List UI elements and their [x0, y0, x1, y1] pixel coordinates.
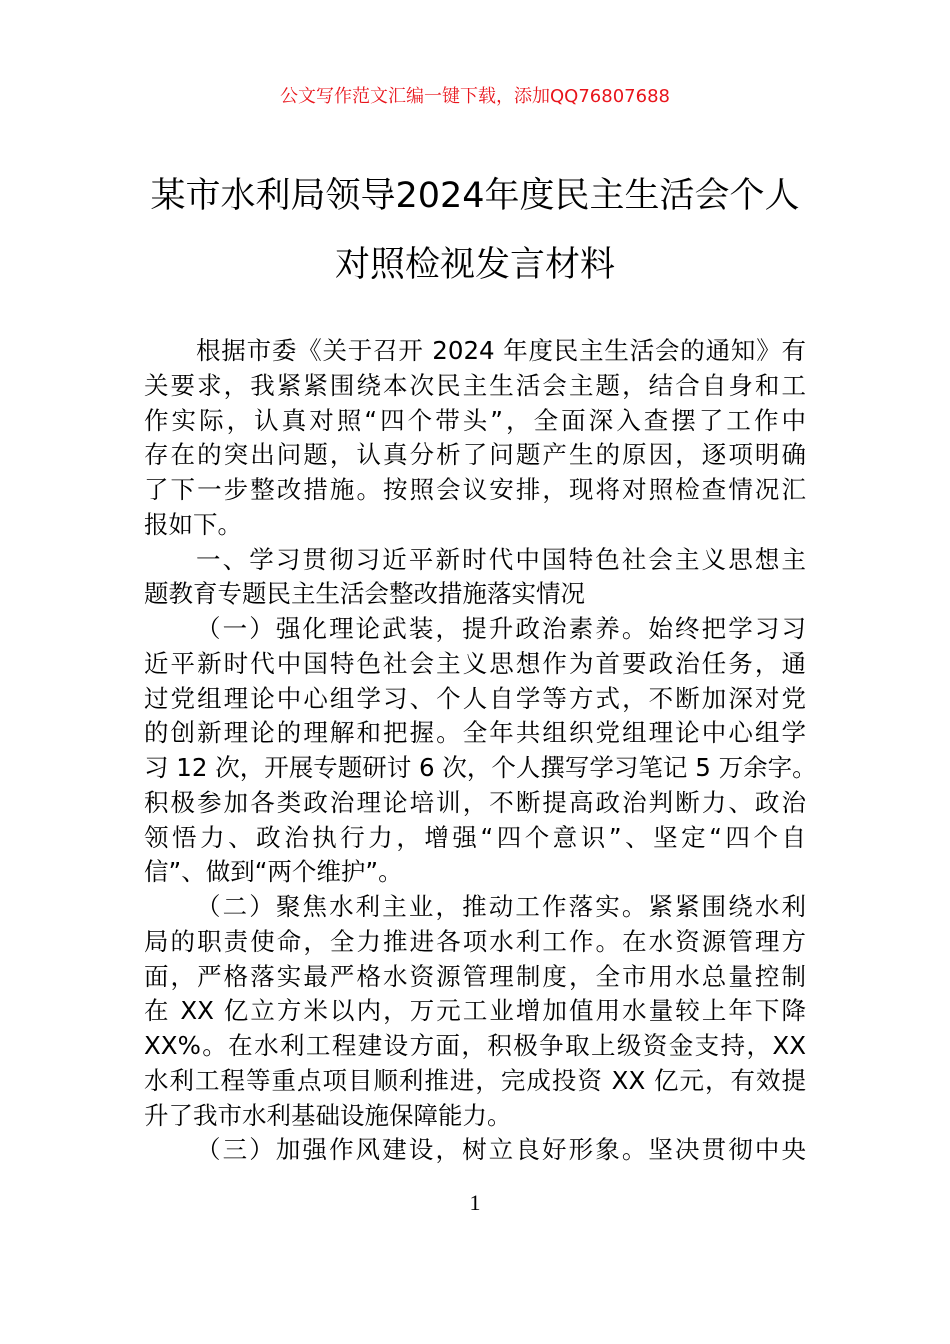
- paragraph-line: 过党组理论中心组学习、个人自学等方式，不断加深对党: [144, 683, 806, 713]
- paragraph-line: （二）聚焦水利主业，推动工作落实。紧紧围绕水利: [196, 892, 806, 921]
- paragraph-line: 一、学习贯彻习近平新时代中国特色社会主义思想主: [196, 544, 806, 574]
- paragraph-line: 根据市委《关于召开 2024 年度民主生活会的通知》有: [196, 336, 806, 365]
- paragraph-line: （一）强化理论武装，提升政治素养。始终把学习习: [196, 614, 806, 643]
- paragraph-line: 积极参加各类政治理论培训，不断提高政治判断力、政治: [144, 787, 806, 817]
- paragraph-line: 在 XX 亿立方米以内，万元工业增加值用水量较上年下降: [144, 996, 806, 1026]
- paragraph-line: 领悟力、政治执行力，增强“四个意识”、坚定“四个自: [144, 822, 806, 852]
- paragraph: [144, 1133, 806, 1168]
- paragraph: [144, 612, 817, 890]
- paragraph-line: 面，严格落实最严格水资源管理制度，全市用水总量控制: [144, 961, 806, 991]
- document-body: [144, 334, 817, 1168]
- paragraph: [144, 543, 806, 613]
- paragraph-line: 的创新理论的理解和把握。全年共组织党组理论中心组学: [144, 718, 806, 748]
- paragraph-line: 了下一步整改措施。按照会议安排，现将对照检查情况汇: [144, 475, 806, 504]
- paragraph-line: 近平新时代中国特色社会主义思想作为首要政治任务，通: [144, 648, 806, 678]
- paragraph-line: 习 12 次，开展专题研讨 6 次，个人撰写学习笔记 5 万余字。: [144, 753, 817, 782]
- paragraph-line: 关要求，我紧紧围绕本次民主生活会主题，结合自身和工: [144, 370, 806, 400]
- document-title-line-1: 某市水利局领导2024年度民主生活会个人: [150, 176, 800, 216]
- paragraph: [144, 334, 806, 543]
- paragraph-line: 局的职责使命，全力推进各项水利工作。在水资源管理方: [144, 926, 806, 956]
- paragraph-line: 存在的突出问题，认真分析了问题产生的原因，逐项明确: [144, 440, 806, 470]
- paragraph-line: 信”、做到“两个维护”。: [144, 857, 403, 887]
- download-notice-header: 公文写作范文汇编一键下载，添加QQ76807688: [280, 86, 670, 107]
- paragraph-line: （三）加强作风建设，树立良好形象。坚决贯彻中央: [196, 1135, 806, 1165]
- paragraph-line: 报如下。: [144, 509, 242, 539]
- paragraph-line: XX%。在水利工程建设方面，积极争取上级资金支持，XX: [144, 1031, 806, 1060]
- paragraph-line: 作实际，认真对照“四个带头”，全面深入查摆了工作中: [144, 405, 806, 435]
- paragraph-line: 水利工程等重点项目顺利推进，完成投资 XX 亿元，有效提: [144, 1065, 806, 1095]
- page-number: 1: [469, 1190, 481, 1215]
- paragraph-line: 升了我市水利基础设施保障能力。: [144, 1100, 512, 1130]
- document-title-line-2: 对照检视发言材料: [334, 245, 615, 285]
- paragraph: [144, 890, 806, 1133]
- paragraph-line: 题教育专题民主生活会整改措施落实情况: [144, 579, 585, 609]
